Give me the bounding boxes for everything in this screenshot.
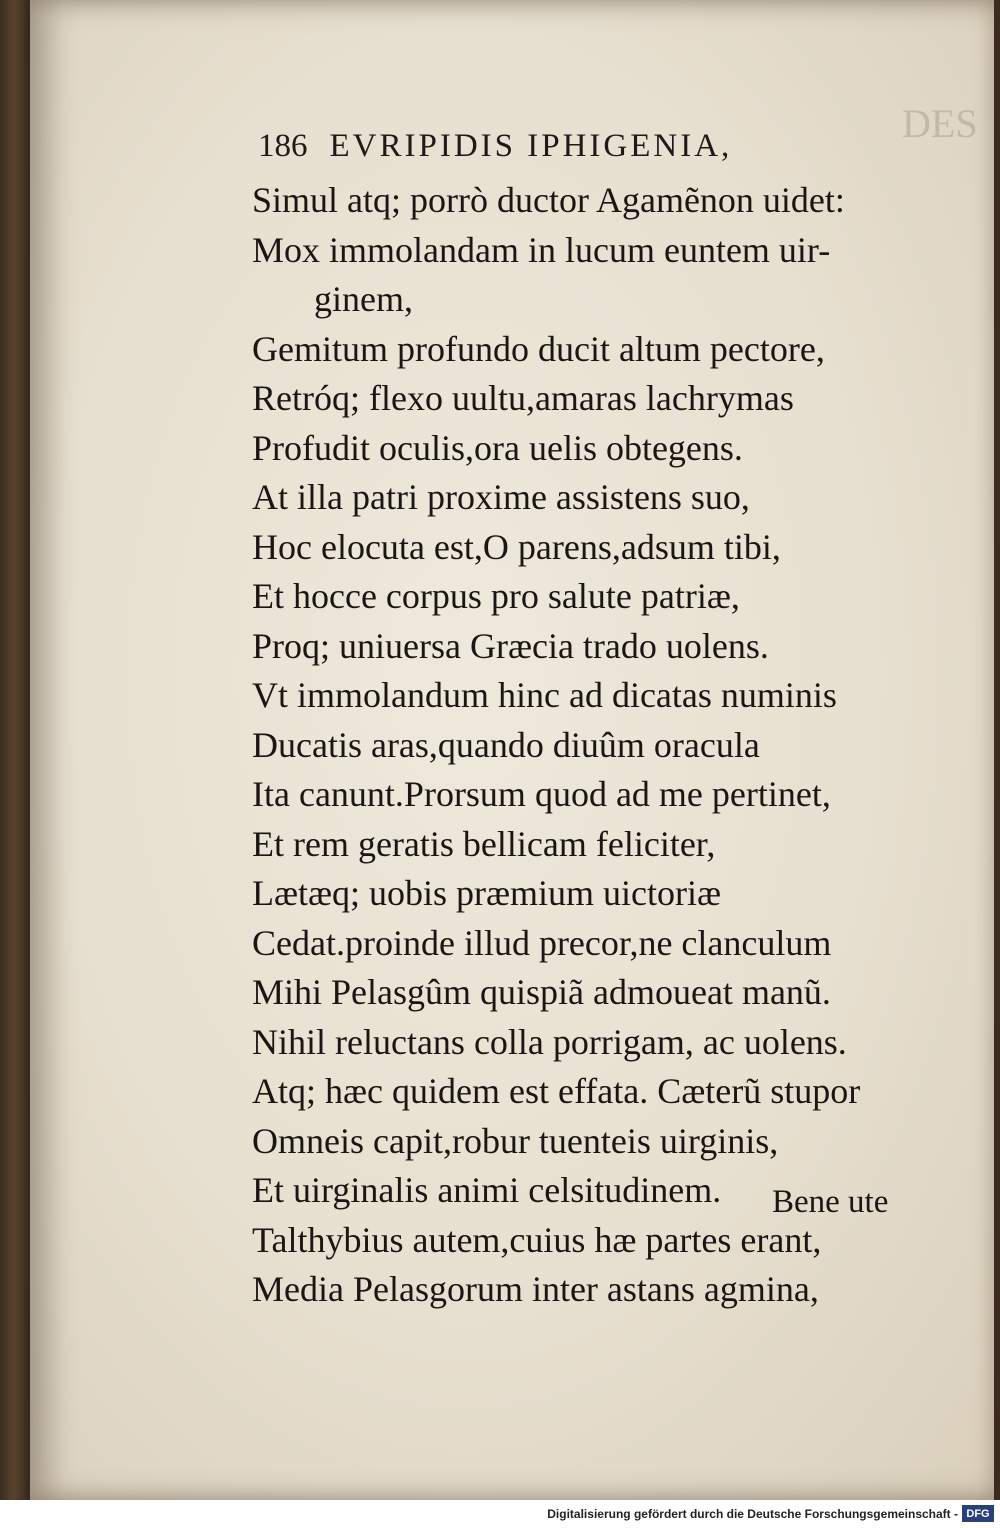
book-binding-right xyxy=(994,0,1000,1500)
verse-line: Hoc elocuta est,O parens,adsum tibi, xyxy=(252,526,781,567)
verse-line: Cedat.proinde illud precor,ne clanculum xyxy=(252,922,832,963)
verse-line: At illa patri proxime assistens suo, xyxy=(252,477,750,517)
footer-bar xyxy=(0,1500,1000,1528)
verse-line: Omneis capit,robur tuenteis uirginis, xyxy=(252,1120,779,1161)
verse-line: Vt immolandum hinc ad dicatas numinis xyxy=(252,675,837,715)
verse-line: Proq; uniuersa Græcia trado uolens. xyxy=(252,625,769,666)
verse-line: Et uirginalis animi celsitudinem. xyxy=(252,1170,722,1210)
running-header xyxy=(258,128,732,165)
dfg-logo: DFG xyxy=(962,1505,994,1522)
catchword: Bene ute xyxy=(772,1184,889,1220)
funding-credit: Digitalisierung gefördert durch die Deutsche Forschungsgemeinschaft - xyxy=(547,1507,958,1521)
verse-line: Talthybius autem,cuius hæ partes erant, xyxy=(252,1219,822,1260)
verse-line: Retróq; flexo uultu,amaras lachrymas xyxy=(252,378,794,418)
verse-block xyxy=(252,176,900,1315)
verse-line: Ita canunt.Prorsum quod ad me pertinet, xyxy=(252,774,831,814)
verse-line: Simul atq; porrò ductor Agamẽnon uidet: xyxy=(252,180,845,220)
verse-line: Lætæq; uobis præmium uictoriæ xyxy=(252,873,722,913)
verse-line: Et hocce corpus pro salute patriæ, xyxy=(252,576,740,616)
verse-line: Gemitum profundo ducit altum pectore, xyxy=(252,328,825,369)
show-through-text: DES xyxy=(902,101,978,146)
verse-line: ginem, xyxy=(314,279,413,319)
verse-line: Ducatis aras,quando diuûm oracula xyxy=(252,724,760,765)
verse-line: Mihi Pelasgûm quispiã admoueat manũ. xyxy=(252,972,831,1012)
verse-line: Et rem geratis bellicam feliciter, xyxy=(252,823,716,864)
verse-line: Nihil reluctans colla porrigam, ac uolens. xyxy=(252,1021,847,1062)
verse-line: Media Pelasgorum inter astans agmina, xyxy=(252,1269,819,1309)
verse-line: Atq; hæc quidem est effata. Cæterũ stupor xyxy=(252,1071,861,1111)
verse-line: Profudit oculis,ora uelis obtegens. xyxy=(252,427,743,468)
book-binding-left xyxy=(0,0,34,1500)
running-title: EVRIPIDIS IPHIGENIA, xyxy=(329,128,733,164)
page-number: 186 xyxy=(258,128,308,164)
verse-line: Mox immolandam in lucum euntem uir- xyxy=(252,229,831,270)
